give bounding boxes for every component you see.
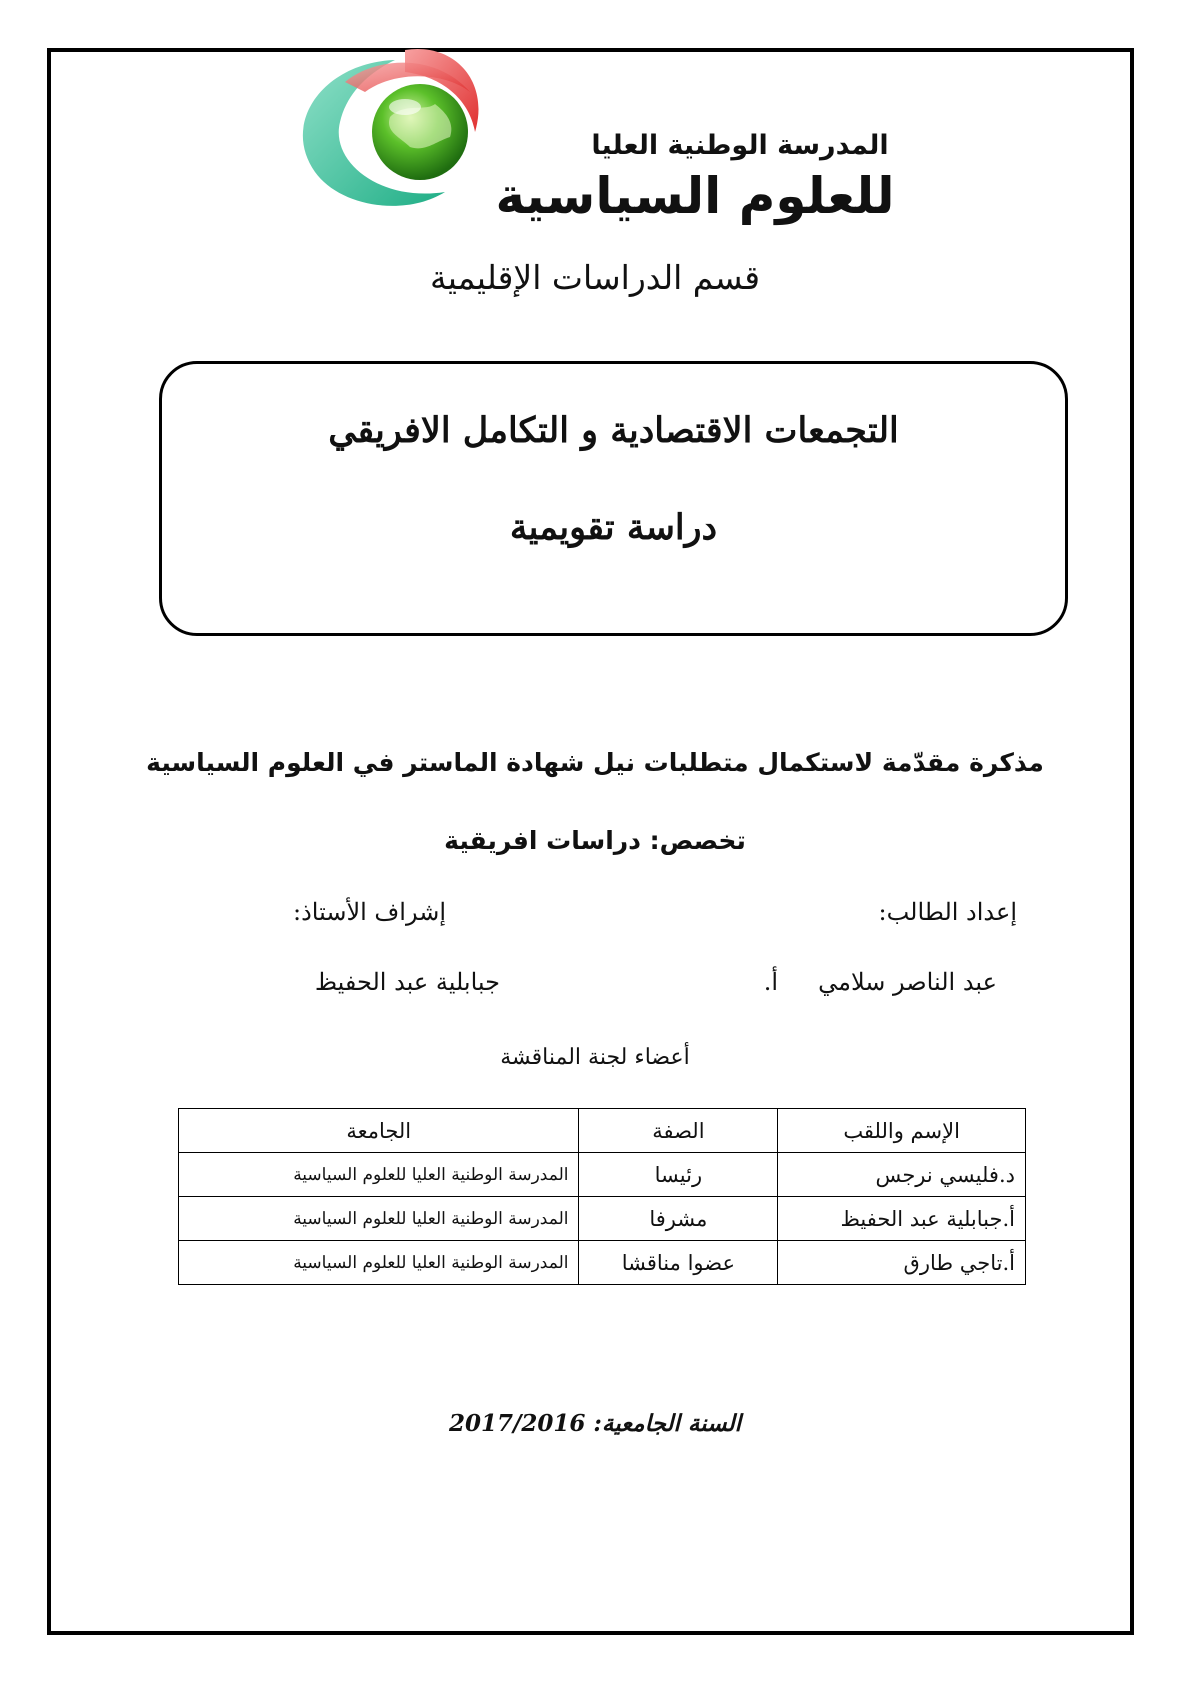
department-title: قسم الدراسات الإقليمية [430, 258, 760, 297]
member-role: عضوا مناقشا [579, 1241, 778, 1285]
member-name: أ.تاجي طارق [778, 1241, 1026, 1285]
member-role: رئيسا [579, 1153, 778, 1197]
jury-table [178, 1108, 1026, 1285]
column-header-role: الصفة [579, 1109, 778, 1153]
member-name: أ.جبابلية عبد الحفيظ [778, 1197, 1026, 1241]
academic-year: السنة الجامعية: 2017/2016 [448, 1410, 742, 1437]
table-row [179, 1153, 1026, 1197]
column-header-university: الجامعة [179, 1109, 579, 1153]
school-logo [285, 42, 905, 225]
table-header-row [179, 1109, 1026, 1153]
specialty: تخصص: دراسات افريقية [444, 826, 746, 855]
logo-school-name-line1: المدرسة الوطنية العليا [591, 130, 889, 161]
thesis-title-box [159, 361, 1068, 636]
thesis-title: التجمعات الاقتصادية و التكامل الافريقي [328, 410, 899, 451]
member-university: المدرسة الوطنية العليا للعلوم السياسية [179, 1241, 579, 1285]
table-row [179, 1197, 1026, 1241]
prepared-by-label: إعداد الطالب: [878, 898, 1017, 926]
committee-title: أعضاء لجنة المناقشة [500, 1045, 690, 1070]
student-name: عبد الناصر سلامي [818, 968, 997, 996]
logo-school-name-line2: للعلوم السياسية [495, 167, 895, 225]
member-name: د.فليسي نرجس [778, 1153, 1026, 1197]
column-header-name: الإسم واللقب [778, 1109, 1026, 1153]
supervision-label: إشراف الأستاذ: [293, 898, 446, 926]
supervisor-name: جبابلية عبد الحفيظ [314, 968, 500, 996]
member-university: المدرسة الوطنية العليا للعلوم السياسية [179, 1153, 579, 1197]
thesis-subtitle: دراسة تقويمية [509, 507, 718, 548]
member-university: المدرسة الوطنية العليا للعلوم السياسية [179, 1197, 579, 1241]
member-role: مشرفا [579, 1197, 778, 1241]
table-row [179, 1241, 1026, 1285]
memo-statement: مذكرة مقدّمة لاستكمال متطلبات نيل شهادة الماستر في العلوم السياسية [146, 748, 1044, 777]
supervisor-prefix: أ. [763, 968, 778, 996]
